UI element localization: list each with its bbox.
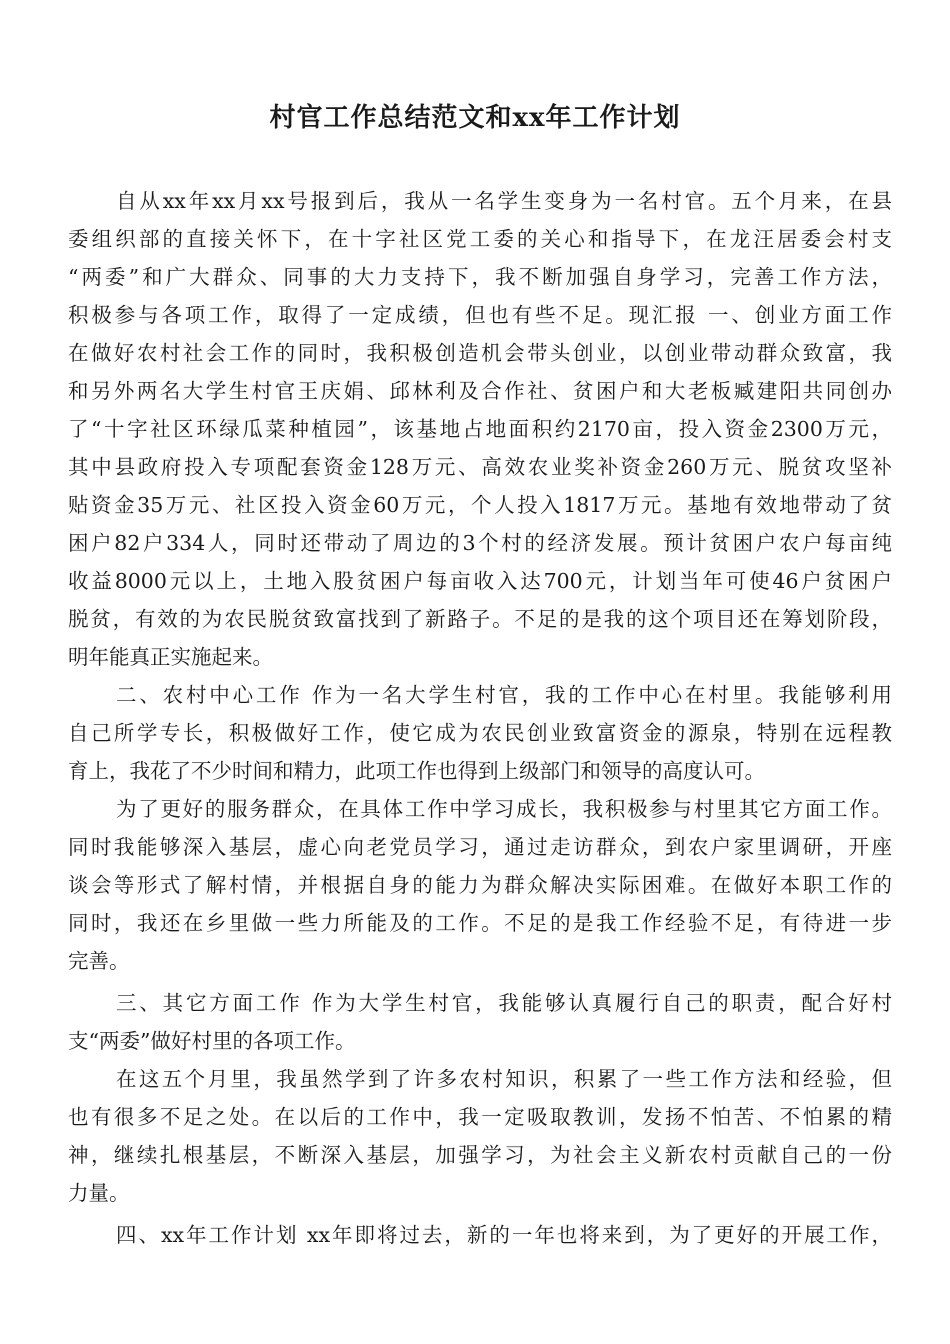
text-line: 收益8000元以上，土地入股贫困户每亩收入达700元，计划当年可使46户贫困户 [68, 569, 892, 593]
text-line: 了“十字社区环绿瓜菜种植园”，该基地占地面积约2170亩，投入资金2300万元， [68, 417, 892, 441]
text-line: 自己所学专长，积极做好工作，使它成为农民创业致富资金的源泉，特别在远程教 [68, 721, 892, 745]
text-line: 也有很多不足之处。在以后的工作中，我一定吸取教训，发扬不怕苦、不怕累的精 [68, 1105, 892, 1129]
text-line: 积极参与各项工作，取得了一定成绩，但也有些不足。现汇报 一、创业方面工作 [68, 303, 892, 327]
text-line: “两委”和广大群众、同事的大力支持下，我不断加强自身学习，完善工作方法， [68, 265, 892, 289]
text-line: 在做好农村社会工作的同时，我积极创造机会带头创业，以创业带动群众致富，我 [68, 341, 892, 365]
text-line: 为了更好的服务群众，在具体工作中学习成长，我积极参与村里其它方面工作。 [116, 797, 892, 821]
text-line: 同时我能够深入基层，虚心向老党员学习，通过走访群众，到农户家里调研，开座 [68, 835, 892, 859]
document-title: 村官工作总结范文和xx年工作计划 [269, 103, 681, 133]
text-line: 贴资金35万元、社区投入资金60万元，个人投入1817万元。基地有效地带动了贫 [68, 493, 892, 517]
text-line: 神，继续扎根基层，不断深入基层，加强学习，为社会主义新农村贡献自己的一份 [68, 1143, 892, 1167]
text-line: 和另外两名大学生村官王庆娟、邱林利及合作社、贫困户和大老板臧建阳共同创办 [68, 379, 892, 403]
text-line: 三、其它方面工作 作为大学生村官，我能够认真履行自己的职责，配合好村 [116, 991, 892, 1015]
text-line: 同时，我还在乡里做一些力所能及的工作。不足的是我工作经验不足，有待进一步 [68, 911, 892, 935]
text-line: 明年能真正实施起来。 [68, 645, 273, 669]
text-line: 自从xx年xx月xx号报到后，我从一名学生变身为一名村官。五个月来，在县 [116, 189, 892, 213]
text-line: 在这五个月里，我虽然学到了许多农村知识，积累了一些工作方法和经验，但 [116, 1067, 892, 1091]
text-line: 四、xx年工作计划 xx年即将过去，新的一年也将来到，为了更好的开展工作， [116, 1223, 892, 1247]
text-line: 育上，我花了不少时间和精力，此项工作也得到上级部门和领导的高度认可。 [68, 759, 765, 783]
text-line: 支“两委”做好村里的各项工作。 [68, 1029, 356, 1053]
text-line: 其中县政府投入专项配套资金128万元、高效农业奖补资金260万元、脱贫攻坚补 [68, 455, 892, 479]
text-line: 完善。 [68, 949, 130, 973]
text-line: 二、农村中心工作 作为一名大学生村官，我的工作中心在村里。我能够利用 [116, 683, 892, 707]
text-line: 困户82户334人，同时还带动了周边的3个村的经济发展。预计贫困户农户每亩纯 [68, 531, 892, 555]
text-line: 委组织部的直接关怀下，在十字社区党工委的关心和指导下，在龙汪居委会村支 [68, 227, 892, 251]
text-line: 脱贫，有效的为农民脱贫致富找到了新路子。不足的是我的这个项目还在筹划阶段， [68, 607, 892, 631]
text-line: 力量。 [68, 1181, 130, 1205]
text-line: 谈会等形式了解村情，并根据自身的能力为群众解决实际困难。在做好本职工作的 [68, 873, 892, 897]
